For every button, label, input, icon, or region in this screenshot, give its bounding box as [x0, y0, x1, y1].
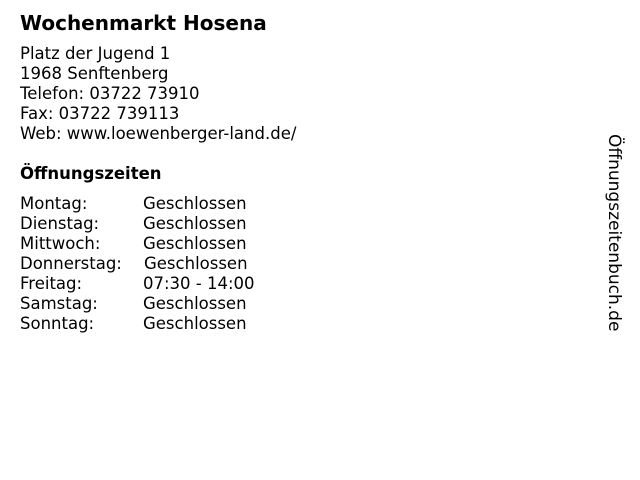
- website: Web: www.loewenberger-land.de/: [20, 124, 297, 143]
- day-label: Montag:: [20, 194, 88, 213]
- day-hours: Geschlossen: [143, 314, 247, 333]
- day-label: Samstag:: [20, 294, 98, 313]
- site-watermark: Öffnungszeitenbuch.de: [604, 134, 624, 332]
- day-hours: 07:30 - 14:00: [143, 274, 255, 293]
- address-block: [20, 44, 296, 144]
- day-hours: Geschlossen: [143, 214, 247, 233]
- day-label: Sonntag:: [20, 314, 95, 333]
- city-address: 1968 Senftenberg: [20, 64, 169, 83]
- day-hours: Geschlossen: [144, 254, 248, 273]
- day-hours: Geschlossen: [143, 294, 247, 313]
- day-label: Mittwoch:: [20, 234, 101, 253]
- opening-hours-heading: Öffnungszeiten: [20, 164, 162, 183]
- phone-number: Telefon: 03722 73910: [20, 84, 200, 103]
- day-label: Dienstag:: [20, 214, 100, 233]
- street-address: Platz der Jugend 1: [20, 44, 171, 63]
- listing-title: Wochenmarkt Hosena: [20, 11, 267, 35]
- fax-number: Fax: 03722 739113: [20, 104, 180, 123]
- day-hours: Geschlossen: [143, 234, 247, 253]
- day-hours: Geschlossen: [143, 194, 247, 213]
- day-label: Donnerstag:: [20, 254, 122, 273]
- day-label: Freitag:: [20, 274, 83, 293]
